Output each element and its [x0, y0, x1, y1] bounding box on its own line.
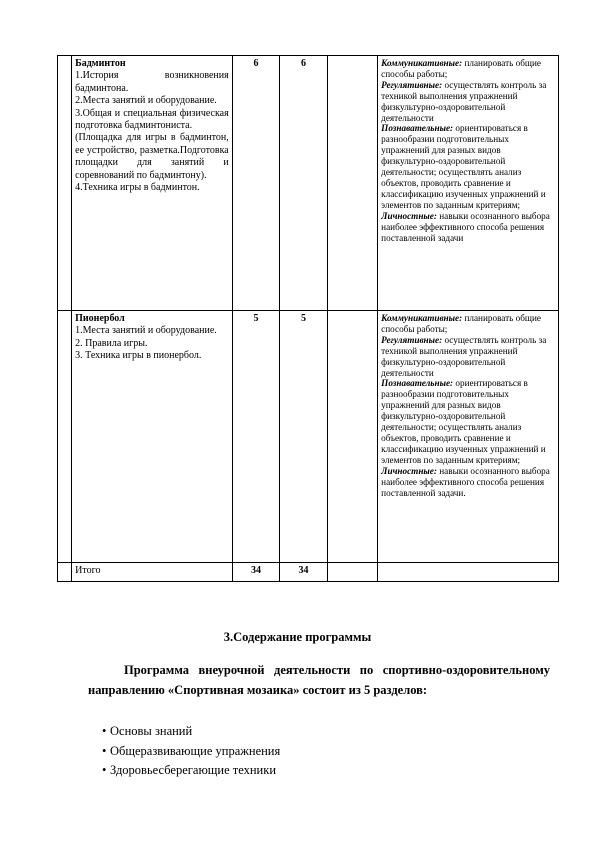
list-item — [88, 722, 280, 742]
uud-label: Личностные: — [381, 210, 437, 221]
total-row — [58, 563, 559, 582]
topic-cell — [72, 56, 233, 311]
uud-text: навыки осознанного выбора наиболее эффективного способа решения поставленной задачи — [381, 210, 550, 243]
list-item-label: Основы знаний — [110, 724, 193, 738]
uud-cell — [378, 311, 559, 563]
topic-item: (Площадка для игры в бадминтон, ее устройство, разметка.Подготовка площадки для занятий и соревнований по бадминтону). — [75, 132, 229, 181]
bullet-icon: • — [102, 724, 107, 738]
topic-item: 1.Места занятий и оборудование. — [75, 325, 217, 337]
uud-label: Коммуникативные: — [381, 313, 463, 323]
uud-text: осуществлять контроль за техникой выполнения упражнений физкультурно-оздоровительной деятельности — [381, 334, 547, 378]
topic-item: 3.Общая и специальная физическая подготовка бадминтониста. — [75, 107, 229, 132]
total-label: Итого — [72, 563, 233, 582]
bullet-icon: • — [102, 743, 107, 758]
topic-title: Бадминтон — [75, 58, 126, 69]
topic-item: 4.Техника игры в бадминтон. — [75, 182, 200, 194]
uud-cell — [378, 56, 559, 311]
list-item-label: Общеразвивающие упражнения — [110, 743, 281, 758]
list-item — [88, 742, 280, 762]
uud-label: Коммуникативные: — [381, 58, 463, 68]
number-cell — [58, 311, 72, 563]
uud-text: ориентироваться в разнообразии подготовительных упражнений для разных видов физкультурно-оздоровительной деятельности; осуществлять анализ объектов, проводить сравнение и классификацию изученных упражнений и элементов по заданным критериям; — [381, 378, 546, 465]
uud-text: навыки осознанного выбора наиболее эффективного способа решения поставленной задачи. — [381, 465, 550, 498]
uud-text: планировать общие способы работы; — [381, 313, 541, 334]
empty-cell — [327, 56, 378, 311]
topic-item: 2.Места занятий и оборудование. — [75, 95, 217, 107]
table-row — [58, 311, 559, 563]
empty-cell — [327, 311, 378, 563]
hours-practice-cell: 5 — [280, 311, 327, 563]
number-cell — [58, 56, 72, 311]
empty-cell — [327, 563, 378, 582]
section-title: 3.Содержание программы — [223, 630, 372, 644]
table-row — [58, 56, 559, 311]
topic-cell — [72, 311, 233, 563]
topic-item: 1.История возникновения бадминтона. — [75, 70, 229, 94]
number-cell — [58, 563, 72, 582]
list-item-label: Здоровьесберегающие техники — [110, 763, 277, 777]
empty-cell — [378, 563, 559, 582]
uud-text: ориентироваться в разнообразии подготовительных упражнений для разных видов физкультурно-оздоровительной деятельности; осуществлять анализ объектов, проводить сравнение и классификацию изученных упражнений и элементов по заданным критериям; — [381, 123, 546, 210]
uud-label: Регулятивные: — [381, 334, 443, 345]
uud-label: Познавательные: — [381, 378, 454, 389]
total-practice-cell: 34 — [280, 563, 327, 582]
uud-label: Личностные: — [381, 465, 437, 476]
hours-total-cell: 5 — [232, 311, 279, 563]
total-hours-cell: 34 — [232, 563, 279, 582]
sections-list — [88, 722, 280, 781]
topic-item: 3. Техника игры в пионербол. — [75, 350, 202, 362]
bullet-icon: • — [102, 763, 107, 777]
hours-practice-cell: 6 — [280, 56, 327, 311]
uud-text: планировать общие способы работы; — [381, 58, 541, 79]
topic-item: 2. Правила игры. — [75, 337, 148, 349]
uud-label: Регулятивные: — [381, 79, 443, 90]
uud-label: Познавательные: — [381, 123, 454, 134]
program-table — [57, 55, 559, 582]
uud-text: осуществлять контроль за техникой выполнения упражнений физкультурно-оздоровительной деятельности — [381, 79, 547, 123]
section-intro: Программа внеурочной деятельности по спортивно-оздоровительному направлению «Спортивная мозаика» состоит из 5 разделов: — [88, 663, 550, 697]
list-item — [88, 761, 280, 781]
hours-total-cell: 6 — [232, 56, 279, 311]
topic-title: Пионербол — [75, 313, 125, 324]
